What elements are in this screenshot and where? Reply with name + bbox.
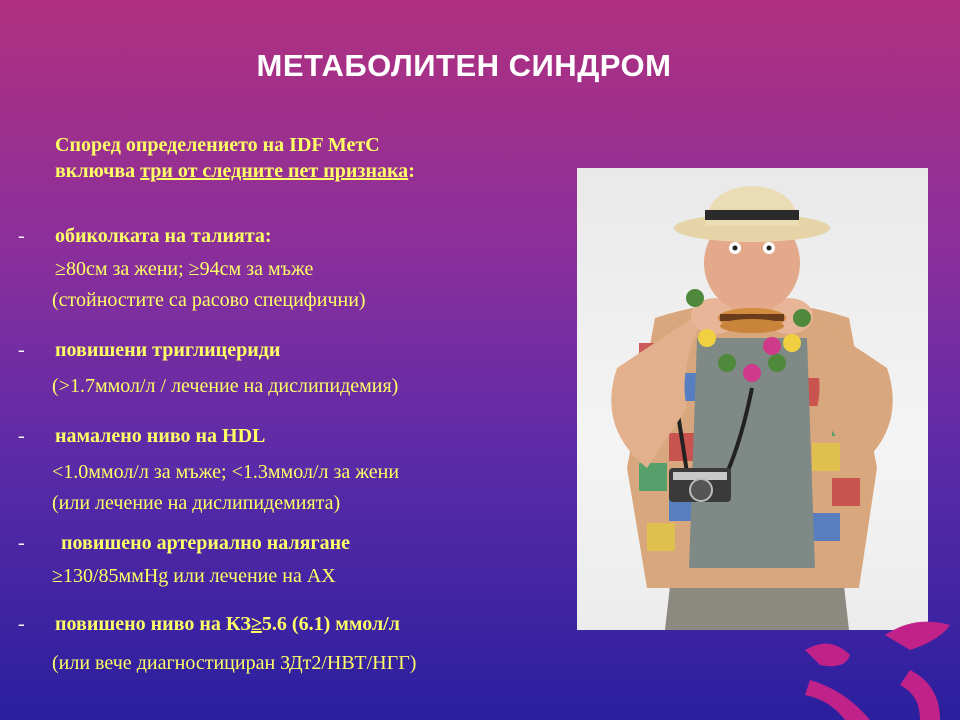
bullet-dash: - bbox=[18, 613, 25, 635]
criterion-heading: обиколката на талията: bbox=[55, 225, 272, 247]
intro-line-2 bbox=[55, 158, 575, 184]
bullet-dash: - bbox=[18, 225, 25, 247]
intro-line-1: Според определението на IDF МетС bbox=[55, 134, 380, 156]
man-in-hat-eating-burger-photo bbox=[577, 168, 928, 630]
intro-colon: : bbox=[408, 160, 415, 182]
criterion-heading: намалено ниво на HDL bbox=[55, 425, 266, 447]
criterion-heading-end: 5.6 (6.1) ммол/л bbox=[261, 613, 400, 635]
bullet-dash: - bbox=[18, 425, 25, 447]
criterion-detail: ≥130/85ммHg или лечение на АХ bbox=[52, 565, 336, 587]
logo-swirl-icon bbox=[790, 610, 960, 720]
criterion-heading: повишени триглицериди bbox=[55, 339, 281, 361]
criterion-heading bbox=[55, 609, 400, 640]
criterion-detail: <1.0ммол/л за мъже; <1.3ммол/л за жени bbox=[52, 461, 400, 483]
criterion-heading-start: повишено ниво на КЗ bbox=[55, 613, 251, 635]
criterion-detail: (стойностите са расово специфични) bbox=[52, 289, 366, 311]
page-title: МЕТАБОЛИТЕН СИНДРОМ bbox=[256, 48, 672, 83]
intro-text bbox=[55, 132, 575, 184]
man-eating-burger-photo bbox=[577, 168, 928, 630]
intro-underlined: три от следните пет признака bbox=[140, 160, 409, 182]
intro-line-2-start: включва bbox=[55, 160, 141, 182]
criterion-heading: повишено артериално налягане bbox=[61, 532, 350, 554]
criterion-heading-symbol: ≥ bbox=[250, 613, 262, 635]
criterion-detail: (или лечение на дислипидемията) bbox=[52, 492, 341, 514]
criterion-detail: (или вече диагностициран ЗДт2/НВТ/НГГ) bbox=[52, 652, 417, 674]
criterion-detail: (>1.7ммол/л / лечение на дислипидемия) bbox=[52, 375, 399, 397]
criterion-detail: ≥80см за жени; ≥94см за мъже bbox=[55, 258, 314, 280]
bullet-dash: - bbox=[18, 339, 25, 361]
bullet-dash: - bbox=[18, 532, 25, 554]
